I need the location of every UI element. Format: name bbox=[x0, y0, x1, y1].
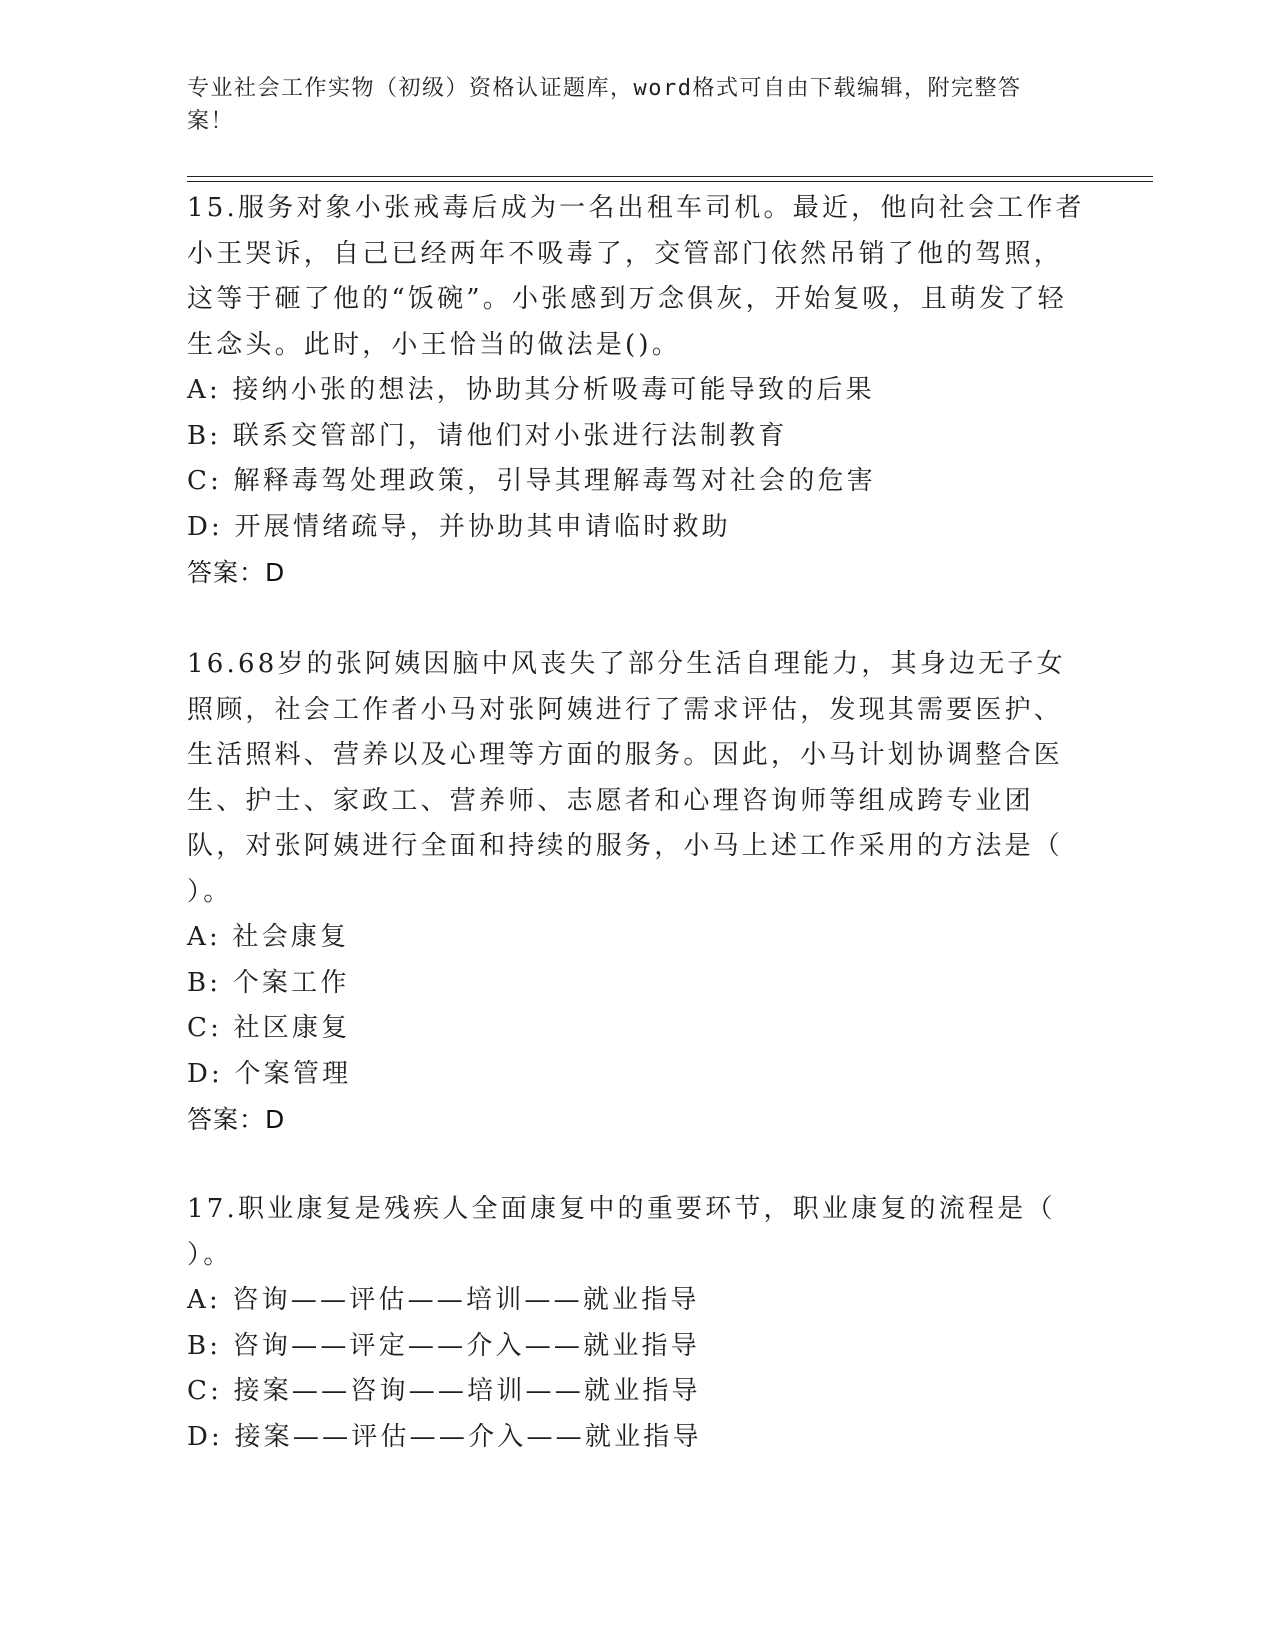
option-d: D: 个案管理 bbox=[187, 1058, 352, 1089]
header-rule-bottom bbox=[187, 181, 1153, 182]
document-header: 专业社会工作实物（初级）资格认证题库，word格式可自由下载编辑，附完整答案！ bbox=[187, 76, 1022, 134]
question-stem: 16.68岁的张阿姨因脑中风丧失了部分生活自理能力，其身边无子女照顾，社会工作者小马对张阿姨进行了需求评估，发现其需要医护、生活照料、营养以及心理等方面的服务。因此，小马计划协调整合医生、护士、家政工、营养师、志愿者和心理咨询师等组成跨专业团队，对张阿姨进行全面和持续的服务，小马上述工作采用的方法是（ ）。 bbox=[187, 649, 1066, 907]
option-a: A: 社会康复 bbox=[187, 922, 350, 952]
answer-line: 答案：D bbox=[187, 558, 286, 587]
question-15 bbox=[187, 186, 1087, 596]
option-list bbox=[187, 1278, 1087, 1460]
header-rule-top bbox=[187, 176, 1153, 177]
option-list bbox=[187, 915, 1082, 1097]
question-stem: 17.职业康复是残疾人全面康复中的重要环节，职业康复的流程是（ ）。 bbox=[187, 1194, 1056, 1270]
option-d: D: 接案——评估——介入——就业指导 bbox=[187, 1421, 702, 1452]
answer-line: 答案：D bbox=[187, 1105, 286, 1134]
option-c: C: 解释毒驾处理政策，引导其理解毒驾对社会的危害 bbox=[187, 466, 876, 496]
option-b: B: 个案工作 bbox=[187, 967, 350, 998]
option-d: D: 开展情绪疏导，并协助其申请临时救助 bbox=[187, 511, 731, 542]
question-16 bbox=[187, 642, 1082, 1143]
option-a: A: 咨询——评估——培训——就业指导 bbox=[187, 1285, 700, 1315]
option-a: A: 接纳小张的想法，协助其分析吸毒可能导致的后果 bbox=[187, 375, 875, 405]
option-b: B: 咨询——评定——介入——就业指导 bbox=[187, 1330, 700, 1361]
option-c: C: 社区康复 bbox=[187, 1013, 351, 1043]
question-stem: 15.服务对象小张戒毒后成为一名出租车司机。最近，他向社会工作者小王哭诉，自己已经两年不吸毒了，交管部门依然吊销了他的驾照，这等于砸了他的“饭碗”。小张感到万念俱灰，开始复吸，且萌发了轻生念头。此时，小王恰当的做法是()。 bbox=[187, 193, 1085, 360]
option-c: C: 接案——咨询——培训——就业指导 bbox=[187, 1376, 701, 1406]
question-17 bbox=[187, 1187, 1087, 1460]
option-b: B: 联系交管部门，请他们对小张进行法制教育 bbox=[187, 420, 788, 451]
option-list bbox=[187, 368, 1087, 550]
